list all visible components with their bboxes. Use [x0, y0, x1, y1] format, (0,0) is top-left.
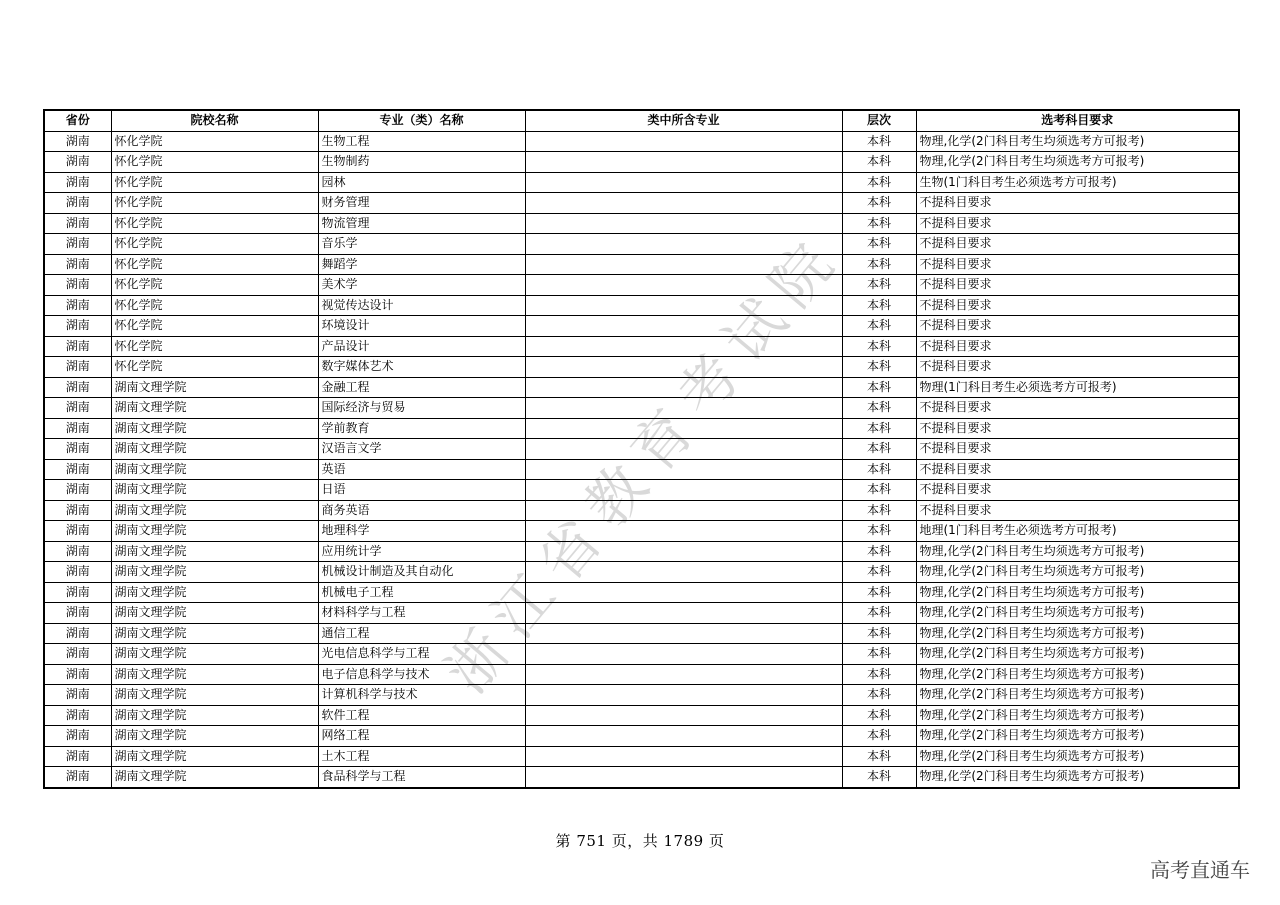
cell-included-majors [525, 459, 842, 480]
cell-included-majors [525, 172, 842, 193]
table-row [44, 500, 1239, 521]
cell-subject-requirement: 不提科目要求 [916, 398, 1239, 419]
cell-province: 湖南 [44, 623, 111, 644]
cell-major: 学前教育 [318, 418, 525, 439]
cell-school: 湖南文理学院 [111, 521, 318, 542]
table-row [44, 623, 1239, 644]
page-number: 第 751 页，共 1789 页 [555, 832, 725, 850]
cell-major: 英语 [318, 459, 525, 480]
table-row [44, 705, 1239, 726]
cell-province: 湖南 [44, 398, 111, 419]
cell-province: 湖南 [44, 705, 111, 726]
cell-level: 本科 [842, 377, 916, 398]
cell-included-majors [525, 705, 842, 726]
cell-province: 湖南 [44, 480, 111, 501]
cell-subject-requirement: 物理,化学(2门科目考生均须选考方可报考) [916, 746, 1239, 767]
cell-level: 本科 [842, 705, 916, 726]
cell-level: 本科 [842, 767, 916, 788]
cell-level: 本科 [842, 685, 916, 706]
cell-included-majors [525, 644, 842, 665]
cell-level: 本科 [842, 603, 916, 624]
cell-major: 汉语言文学 [318, 439, 525, 460]
cell-included-majors [525, 767, 842, 788]
watermark: 浙江省教育考试院 [432, 220, 856, 706]
cell-subject-requirement: 不提科目要求 [916, 418, 1239, 439]
cell-included-majors [525, 746, 842, 767]
cell-province: 湖南 [44, 767, 111, 788]
table-row [44, 254, 1239, 275]
cell-province: 湖南 [44, 152, 111, 173]
cell-subject-requirement: 不提科目要求 [916, 275, 1239, 296]
cell-included-majors [525, 152, 842, 173]
cell-level: 本科 [842, 541, 916, 562]
cell-level: 本科 [842, 234, 916, 255]
cell-level: 本科 [842, 254, 916, 275]
table-row [44, 582, 1239, 603]
cell-subject-requirement: 不提科目要求 [916, 254, 1239, 275]
table-row [44, 275, 1239, 296]
cell-school: 怀化学院 [111, 131, 318, 152]
cell-included-majors [525, 357, 842, 378]
cell-school: 怀化学院 [111, 193, 318, 214]
cell-included-majors [525, 664, 842, 685]
cell-major: 材料科学与工程 [318, 603, 525, 624]
cell-included-majors [525, 275, 842, 296]
cell-major: 应用统计学 [318, 541, 525, 562]
cell-subject-requirement: 不提科目要求 [916, 439, 1239, 460]
cell-level: 本科 [842, 521, 916, 542]
cell-included-majors [525, 439, 842, 460]
table-row [44, 644, 1239, 665]
table-header-row [44, 110, 1239, 131]
cell-included-majors [525, 726, 842, 747]
cell-province: 湖南 [44, 603, 111, 624]
table-body [44, 131, 1239, 788]
cell-subject-requirement: 物理,化学(2门科目考生均须选考方可报考) [916, 664, 1239, 685]
cell-included-majors [525, 316, 842, 337]
cell-school: 湖南文理学院 [111, 664, 318, 685]
cell-level: 本科 [842, 172, 916, 193]
table-row [44, 767, 1239, 788]
cell-major: 商务英语 [318, 500, 525, 521]
cell-subject-requirement: 不提科目要求 [916, 295, 1239, 316]
cell-province: 湖南 [44, 562, 111, 583]
cell-school: 湖南文理学院 [111, 439, 318, 460]
cell-major: 生物制药 [318, 152, 525, 173]
brand-logo-text: 高考直通车 [1150, 858, 1250, 882]
table-row [44, 357, 1239, 378]
cell-included-majors [525, 623, 842, 644]
cell-school: 怀化学院 [111, 336, 318, 357]
cell-level: 本科 [842, 623, 916, 644]
cell-major: 地理科学 [318, 521, 525, 542]
cell-province: 湖南 [44, 541, 111, 562]
cell-major: 舞蹈学 [318, 254, 525, 275]
cell-level: 本科 [842, 664, 916, 685]
cell-subject-requirement: 物理,化学(2门科目考生均须选考方可报考) [916, 705, 1239, 726]
cell-major: 数字媒体艺术 [318, 357, 525, 378]
cell-school: 湖南文理学院 [111, 398, 318, 419]
table-row [44, 213, 1239, 234]
cell-province: 湖南 [44, 418, 111, 439]
table-row [44, 603, 1239, 624]
cell-school: 湖南文理学院 [111, 418, 318, 439]
cell-school: 怀化学院 [111, 234, 318, 255]
cell-included-majors [525, 131, 842, 152]
cell-province: 湖南 [44, 685, 111, 706]
cell-school: 湖南文理学院 [111, 705, 318, 726]
cell-included-majors [525, 336, 842, 357]
cell-school: 怀化学院 [111, 295, 318, 316]
cell-major: 财务管理 [318, 193, 525, 214]
cell-level: 本科 [842, 193, 916, 214]
table-row [44, 521, 1239, 542]
cell-level: 本科 [842, 152, 916, 173]
cell-level: 本科 [842, 316, 916, 337]
cell-subject-requirement: 不提科目要求 [916, 234, 1239, 255]
header-school: 院校名称 [111, 110, 318, 131]
cell-major: 通信工程 [318, 623, 525, 644]
cell-subject-requirement: 物理,化学(2门科目考生均须选考方可报考) [916, 644, 1239, 665]
cell-included-majors [525, 234, 842, 255]
table-row [44, 664, 1239, 685]
cell-subject-requirement: 物理,化学(2门科目考生均须选考方可报考) [916, 767, 1239, 788]
cell-subject-requirement: 物理,化学(2门科目考生均须选考方可报考) [916, 131, 1239, 152]
cell-major: 软件工程 [318, 705, 525, 726]
cell-subject-requirement: 不提科目要求 [916, 480, 1239, 501]
header-province: 省份 [44, 110, 111, 131]
table-row [44, 295, 1239, 316]
cell-major: 音乐学 [318, 234, 525, 255]
cell-level: 本科 [842, 726, 916, 747]
cell-included-majors [525, 562, 842, 583]
cell-school: 湖南文理学院 [111, 541, 318, 562]
cell-level: 本科 [842, 644, 916, 665]
cell-included-majors [525, 541, 842, 562]
cell-province: 湖南 [44, 336, 111, 357]
cell-included-majors [525, 254, 842, 275]
cell-school: 怀化学院 [111, 316, 318, 337]
cell-major: 产品设计 [318, 336, 525, 357]
cell-school: 湖南文理学院 [111, 685, 318, 706]
cell-province: 湖南 [44, 316, 111, 337]
cell-school: 怀化学院 [111, 152, 318, 173]
table-row [44, 541, 1239, 562]
cell-province: 湖南 [44, 521, 111, 542]
cell-province: 湖南 [44, 500, 111, 521]
cell-level: 本科 [842, 295, 916, 316]
cell-level: 本科 [842, 562, 916, 583]
cell-school: 湖南文理学院 [111, 500, 318, 521]
table-row [44, 193, 1239, 214]
cell-major: 国际经济与贸易 [318, 398, 525, 419]
cell-province: 湖南 [44, 664, 111, 685]
cell-school: 湖南文理学院 [111, 746, 318, 767]
cell-province: 湖南 [44, 644, 111, 665]
table-row [44, 439, 1239, 460]
cell-included-majors [525, 193, 842, 214]
cell-included-majors [525, 480, 842, 501]
cell-subject-requirement: 物理(1门科目考生必须选考方可报考) [916, 377, 1239, 398]
table-row [44, 726, 1239, 747]
cell-major: 电子信息科学与技术 [318, 664, 525, 685]
header-level: 层次 [842, 110, 916, 131]
cell-province: 湖南 [44, 172, 111, 193]
table-row [44, 685, 1239, 706]
table-row [44, 234, 1239, 255]
cell-subject-requirement: 物理,化学(2门科目考生均须选考方可报考) [916, 582, 1239, 603]
cell-subject-requirement: 物理,化学(2门科目考生均须选考方可报考) [916, 726, 1239, 747]
cell-included-majors [525, 582, 842, 603]
cell-level: 本科 [842, 398, 916, 419]
cell-subject-requirement: 物理,化学(2门科目考生均须选考方可报考) [916, 685, 1239, 706]
cell-level: 本科 [842, 275, 916, 296]
cell-level: 本科 [842, 357, 916, 378]
cell-subject-requirement: 生物(1门科目考生必须选考方可报考) [916, 172, 1239, 193]
cell-subject-requirement: 物理,化学(2门科目考生均须选考方可报考) [916, 152, 1239, 173]
cell-school: 怀化学院 [111, 254, 318, 275]
cell-province: 湖南 [44, 726, 111, 747]
cell-major: 计算机科学与技术 [318, 685, 525, 706]
cell-major: 机械电子工程 [318, 582, 525, 603]
cell-subject-requirement: 不提科目要求 [916, 459, 1239, 480]
cell-major: 日语 [318, 480, 525, 501]
cell-province: 湖南 [44, 193, 111, 214]
cell-school: 怀化学院 [111, 172, 318, 193]
cell-school: 湖南文理学院 [111, 767, 318, 788]
cell-major: 食品科学与工程 [318, 767, 525, 788]
header-subject-requirement: 选考科目要求 [916, 110, 1239, 131]
cell-school: 湖南文理学院 [111, 459, 318, 480]
cell-level: 本科 [842, 746, 916, 767]
cell-province: 湖南 [44, 746, 111, 767]
cell-school: 湖南文理学院 [111, 377, 318, 398]
table-row [44, 377, 1239, 398]
subject-requirements-table [43, 109, 1240, 789]
cell-province: 湖南 [44, 459, 111, 480]
table-row [44, 746, 1239, 767]
cell-level: 本科 [842, 459, 916, 480]
cell-major: 机械设计制造及其自动化 [318, 562, 525, 583]
table-row [44, 398, 1239, 419]
cell-level: 本科 [842, 480, 916, 501]
cell-subject-requirement: 不提科目要求 [916, 500, 1239, 521]
table-row [44, 418, 1239, 439]
cell-subject-requirement: 不提科目要求 [916, 336, 1239, 357]
cell-major: 生物工程 [318, 131, 525, 152]
cell-school: 湖南文理学院 [111, 644, 318, 665]
cell-subject-requirement: 不提科目要求 [916, 316, 1239, 337]
table-row [44, 131, 1239, 152]
table-row [44, 480, 1239, 501]
cell-province: 湖南 [44, 131, 111, 152]
cell-subject-requirement: 不提科目要求 [916, 357, 1239, 378]
cell-province: 湖南 [44, 234, 111, 255]
cell-included-majors [525, 418, 842, 439]
cell-included-majors [525, 398, 842, 419]
cell-subject-requirement: 物理,化学(2门科目考生均须选考方可报考) [916, 603, 1239, 624]
cell-subject-requirement: 不提科目要求 [916, 193, 1239, 214]
cell-province: 湖南 [44, 295, 111, 316]
cell-province: 湖南 [44, 254, 111, 275]
cell-level: 本科 [842, 336, 916, 357]
cell-included-majors [525, 521, 842, 542]
cell-school: 怀化学院 [111, 213, 318, 234]
cell-major: 环境设计 [318, 316, 525, 337]
cell-province: 湖南 [44, 213, 111, 234]
cell-major: 园林 [318, 172, 525, 193]
cell-level: 本科 [842, 439, 916, 460]
cell-major: 土木工程 [318, 746, 525, 767]
cell-school: 湖南文理学院 [111, 726, 318, 747]
cell-subject-requirement: 不提科目要求 [916, 213, 1239, 234]
cell-province: 湖南 [44, 377, 111, 398]
cell-major: 光电信息科学与工程 [318, 644, 525, 665]
header-included-majors: 类中所含专业 [525, 110, 842, 131]
header-major: 专业（类）名称 [318, 110, 525, 131]
cell-school: 湖南文理学院 [111, 480, 318, 501]
cell-province: 湖南 [44, 582, 111, 603]
table-row [44, 459, 1239, 480]
cell-major: 视觉传达设计 [318, 295, 525, 316]
cell-level: 本科 [842, 500, 916, 521]
table-row [44, 316, 1239, 337]
table-row [44, 336, 1239, 357]
cell-province: 湖南 [44, 275, 111, 296]
cell-included-majors [525, 295, 842, 316]
cell-major: 物流管理 [318, 213, 525, 234]
cell-included-majors [525, 685, 842, 706]
cell-province: 湖南 [44, 357, 111, 378]
cell-subject-requirement: 物理,化学(2门科目考生均须选考方可报考) [916, 541, 1239, 562]
cell-school: 湖南文理学院 [111, 582, 318, 603]
cell-included-majors [525, 500, 842, 521]
cell-level: 本科 [842, 582, 916, 603]
cell-school: 湖南文理学院 [111, 623, 318, 644]
cell-school: 湖南文理学院 [111, 562, 318, 583]
cell-subject-requirement: 物理,化学(2门科目考生均须选考方可报考) [916, 562, 1239, 583]
cell-school: 怀化学院 [111, 357, 318, 378]
cell-subject-requirement: 物理,化学(2门科目考生均须选考方可报考) [916, 623, 1239, 644]
cell-school: 湖南文理学院 [111, 603, 318, 624]
cell-province: 湖南 [44, 439, 111, 460]
table-row [44, 172, 1239, 193]
cell-included-majors [525, 213, 842, 234]
cell-major: 美术学 [318, 275, 525, 296]
cell-major: 金融工程 [318, 377, 525, 398]
cell-school: 怀化学院 [111, 275, 318, 296]
cell-included-majors [525, 377, 842, 398]
cell-subject-requirement: 地理(1门科目考生必须选考方可报考) [916, 521, 1239, 542]
table-row [44, 152, 1239, 173]
cell-level: 本科 [842, 131, 916, 152]
cell-level: 本科 [842, 213, 916, 234]
cell-major: 网络工程 [318, 726, 525, 747]
cell-included-majors [525, 603, 842, 624]
table-row [44, 562, 1239, 583]
cell-level: 本科 [842, 418, 916, 439]
